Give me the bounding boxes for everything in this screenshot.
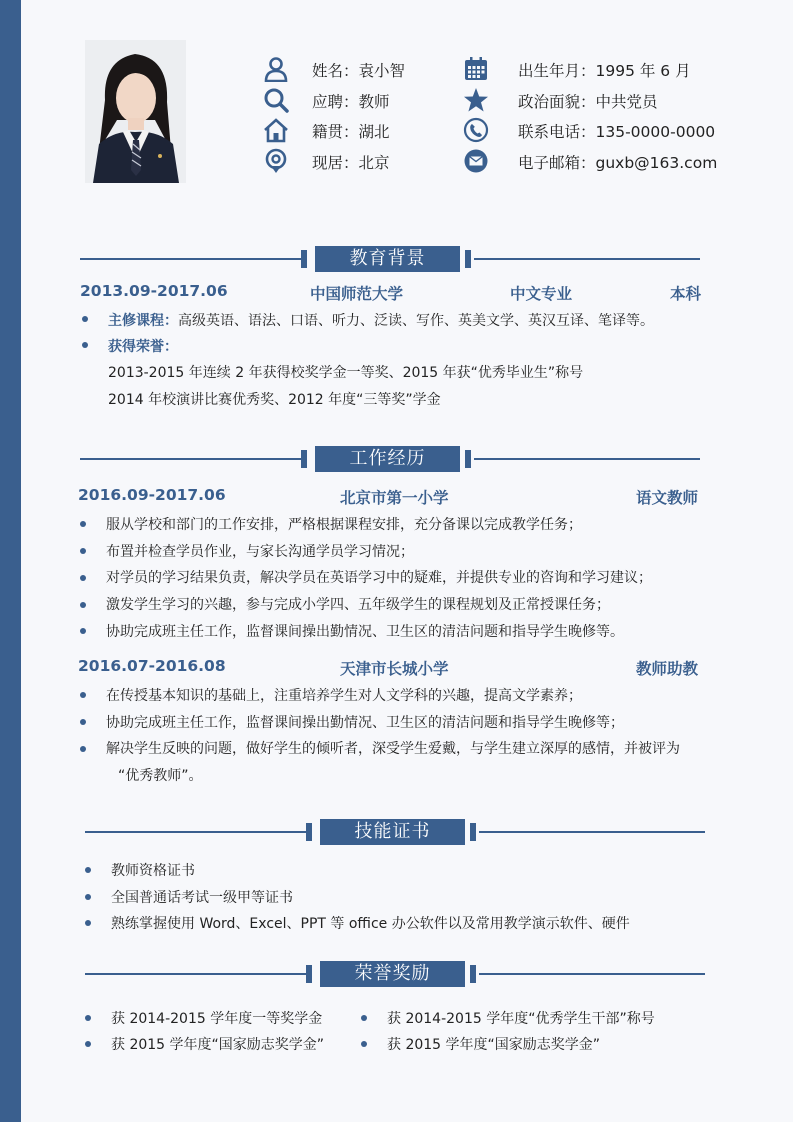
- courses-label: 主修课程：: [108, 313, 178, 329]
- edu-school: 中国师范大学: [310, 285, 404, 303]
- edu-major: 中文专业: [510, 285, 573, 303]
- section-title: 工作经历: [315, 446, 460, 472]
- search-icon: [262, 86, 290, 114]
- bullet-dot: [82, 342, 88, 348]
- home-icon: [262, 116, 290, 144]
- bullet-dot: [85, 1015, 91, 1021]
- residence-text: 现居：北京: [312, 154, 390, 172]
- work1-item: 对学员的学习结果负责，解决学员在英语学习中的疑难，并提供专业的咨询和学习建议；: [106, 570, 652, 586]
- work1-org: 北京市第一小学: [340, 489, 449, 507]
- phone-text: 联系电话：135-0000-0000: [518, 123, 716, 141]
- bullet-dot: [80, 692, 86, 698]
- section-header-education: [80, 246, 700, 272]
- bullet-dot: [80, 602, 86, 608]
- edu-period: 2013.09-2017.06: [80, 282, 228, 300]
- work1-period: 2016.09-2017.06: [78, 486, 226, 504]
- bullet-dot: [80, 521, 86, 527]
- mail-icon: [462, 147, 490, 175]
- bullet-dot: [85, 867, 91, 873]
- hometown-text: 籍贯：湖北: [312, 123, 390, 141]
- section-header-work: [80, 446, 700, 472]
- bullet-dot: [361, 1041, 367, 1047]
- work2-period: 2016.07-2016.08: [78, 657, 226, 675]
- bullet-dot: [361, 1015, 367, 1021]
- edu-honors-line1: 2013-2015 年连续 2 年获得校奖学金一等奖、2015 年获“优秀毕业生”称号: [108, 365, 584, 381]
- edu-honors-line2: 2014 年校演讲比赛优秀奖、2012 年度“三等奖”学金: [108, 392, 441, 408]
- honor-item: 获 2014-2015 学年度“优秀学生干部”称号: [387, 1011, 655, 1027]
- skill-item: 全国普通话考试一级甲等证书: [111, 890, 293, 906]
- work1-item: 布置并检查学员作业，与家长沟通学员学习情况；: [106, 544, 414, 560]
- work2-item: 协助完成班主任工作，监督课间操出勤情况、卫生区的清洁问题和指导学生晚修等；: [106, 715, 624, 731]
- star-icon: [462, 86, 490, 114]
- honor-item: 获 2015 学年度“国家励志奖学金”: [387, 1037, 601, 1053]
- position-text: 应聘：教师: [312, 93, 390, 111]
- skill-item: 教师资格证书: [111, 863, 195, 879]
- bullet-dot: [80, 548, 86, 554]
- section-header-honors: [85, 961, 705, 987]
- work2-org: 天津市长城小学: [340, 660, 449, 678]
- section-title: 技能证书: [320, 819, 465, 845]
- honor-item: 获 2014-2015 学年度一等奖学金: [111, 1011, 323, 1027]
- work1-item: 激发学生学习的兴趣，参与完成小学四、五年级学生的课程规划及正常授课任务；: [106, 597, 610, 613]
- calendar-icon: [462, 55, 490, 83]
- birth-text: 出生年月：1995 年 6 月: [518, 62, 691, 80]
- edu-degree: 本科: [670, 285, 702, 303]
- phone-icon: [462, 116, 490, 144]
- bullet-dot: [80, 575, 86, 581]
- profile-photo: [85, 40, 186, 183]
- bullet-dot: [82, 316, 88, 322]
- bullet-dot: [85, 920, 91, 926]
- section-title: 教育背景: [315, 246, 460, 272]
- work2-role: 教师助教: [636, 660, 699, 678]
- bullet-dot: [80, 628, 86, 634]
- bullet-dot: [80, 719, 86, 725]
- email-text: 电子邮箱：guxb@163.com: [518, 154, 718, 172]
- work2-item: 解决学生反映的问题，做好学生的倾听者，深受学生爱戴，与学生建立深厚的感情，并被评为: [106, 741, 680, 757]
- section-header-skills: [85, 819, 705, 845]
- work1-role: 语文教师: [636, 489, 699, 507]
- honor-item: 获 2015 学年度“国家励志奖学金”: [111, 1037, 325, 1053]
- location-icon: [262, 147, 290, 175]
- left-accent-bar: [0, 0, 21, 1122]
- work1-item: 服从学校和部门的工作安排，严格根据课程安排，充分备课以完成教学任务；: [106, 517, 582, 533]
- edu-courses: [108, 310, 654, 330]
- skill-item: 熟练掌握使用 Word、Excel、PPT 等 office 办公软件以及常用教学演示软件、硬件: [111, 916, 630, 932]
- bullet-dot: [85, 894, 91, 900]
- bullet-dot: [85, 1041, 91, 1047]
- person-icon: [262, 55, 290, 83]
- politics-text: 政治面貌：中共党员: [518, 93, 658, 111]
- courses-text: 高级英语、语法、口语、听力、泛读、写作、英美文学、英汉互译、笔译等。: [178, 313, 654, 329]
- bullet-dot: [80, 746, 86, 752]
- section-title: 荣誉奖励: [320, 961, 465, 987]
- work2-item: 在传授基本知识的基础上，注重培养学生对人文学科的兴趣，提高文学素养；: [106, 688, 582, 704]
- work2-item-continuation: “优秀教师”。: [118, 768, 203, 784]
- name-text: 姓名：袁小智: [312, 62, 406, 80]
- edu-honors-label: 获得荣誉：: [108, 339, 178, 355]
- work1-item: 协助完成班主任工作，监督课间操出勤情况、卫生区的清洁问题和指导学生晚修等。: [106, 624, 624, 640]
